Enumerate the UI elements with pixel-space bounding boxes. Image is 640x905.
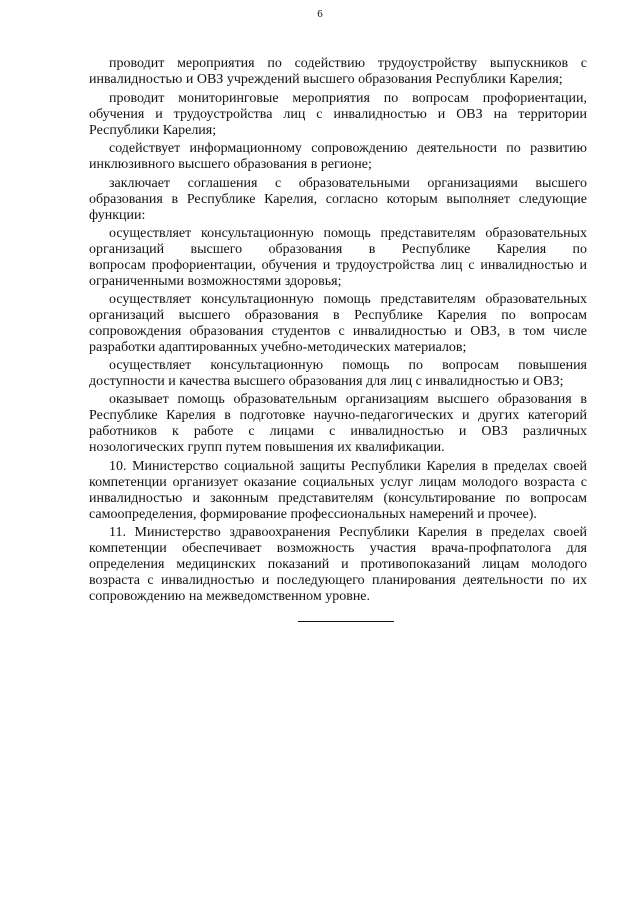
text-line: организаций высшего образования в Республике Карелия по (89, 242, 587, 257)
text-line: осуществляет консультационную помощь по вопросам повышения (109, 358, 587, 373)
text-line: инвалидностью и законным представителям (консультирование по вопросам (89, 491, 587, 506)
text-line: работников к работе с лицами с инвалидностью и ОВЗ различных (89, 424, 587, 439)
text-line: инвалидностью и ОВЗ учреждений высшего образования Республики Карелия; (89, 72, 563, 87)
text-line: 10. Министерство социальной защиты Республики Карелия в пределах своей (109, 459, 587, 474)
text-line: вопросам профориентации, обучения и трудоустройства лиц с инвалидностью и (89, 258, 587, 273)
text-line: 11. Министерство здравоохранения Республики Карелия в пределах своей (109, 525, 587, 540)
text-line: Республике Карелия в подготовке научно-педагогических и других категорий (89, 408, 587, 423)
text-line: образования в Республике Карелия, согласно которым выполняет следующие (89, 192, 587, 207)
text-line: осуществляет консультационную помощь представителям образовательных (109, 226, 587, 241)
text-line: самоопределения, формирование профессиональных намерений и прочее). (89, 507, 537, 522)
text-line: проводит мониторинговые мероприятия по вопросам профориентации, (109, 91, 587, 106)
text-line: ограниченными возможностями здоровья; (89, 274, 342, 289)
text-line: Республики Карелия; (89, 123, 217, 138)
closing-rule (298, 621, 394, 622)
text-line: организаций высшего образования в Республике Карелия по вопросам (89, 308, 587, 323)
text-line: компетенции обеспечивает возможность участия врача-профпатолога для (89, 541, 587, 556)
text-line: нозологических групп путем повышения их квалификации. (89, 440, 445, 455)
text-line: инклюзивного высшего образования в регионе; (89, 157, 372, 172)
text-line: осуществляет консультационную помощь представителям образовательных (109, 292, 587, 307)
text-line: доступности и качества высшего образования для лиц с инвалидностью и ОВЗ; (89, 374, 564, 389)
text-line: заключает соглашения с образовательными организациями высшего (109, 176, 587, 191)
text-line: содействует информационному сопровождению деятельности по развитию (109, 141, 587, 156)
text-line: обучения и трудоустройства лиц с инвалидностью и ОВЗ на территории (89, 107, 587, 122)
text-line: проводит мероприятия по содействию трудоустройству выпускников с (109, 56, 587, 71)
text-line: функции: (89, 208, 146, 223)
text-line: оказывает помощь образовательным организациям высшего образования в (109, 392, 587, 407)
text-line: разработки адаптированных учебно-методических материалов; (89, 340, 467, 355)
text-line: сопровождению на межведомственном уровне. (89, 589, 371, 604)
text-line: компетенции организует оказание социальных услуг лицам молодого возраста с (89, 475, 587, 490)
text-line: определения медицинских показаний и противопоказаний лицам молодого (89, 557, 587, 572)
page-number: 6 (317, 8, 323, 20)
text-line: возраста с инвалидностью и последующего планирования деятельности по их (89, 573, 587, 588)
text-line: сопровождения образования студентов с инвалидностью и ОВЗ, в том числе (89, 324, 587, 339)
